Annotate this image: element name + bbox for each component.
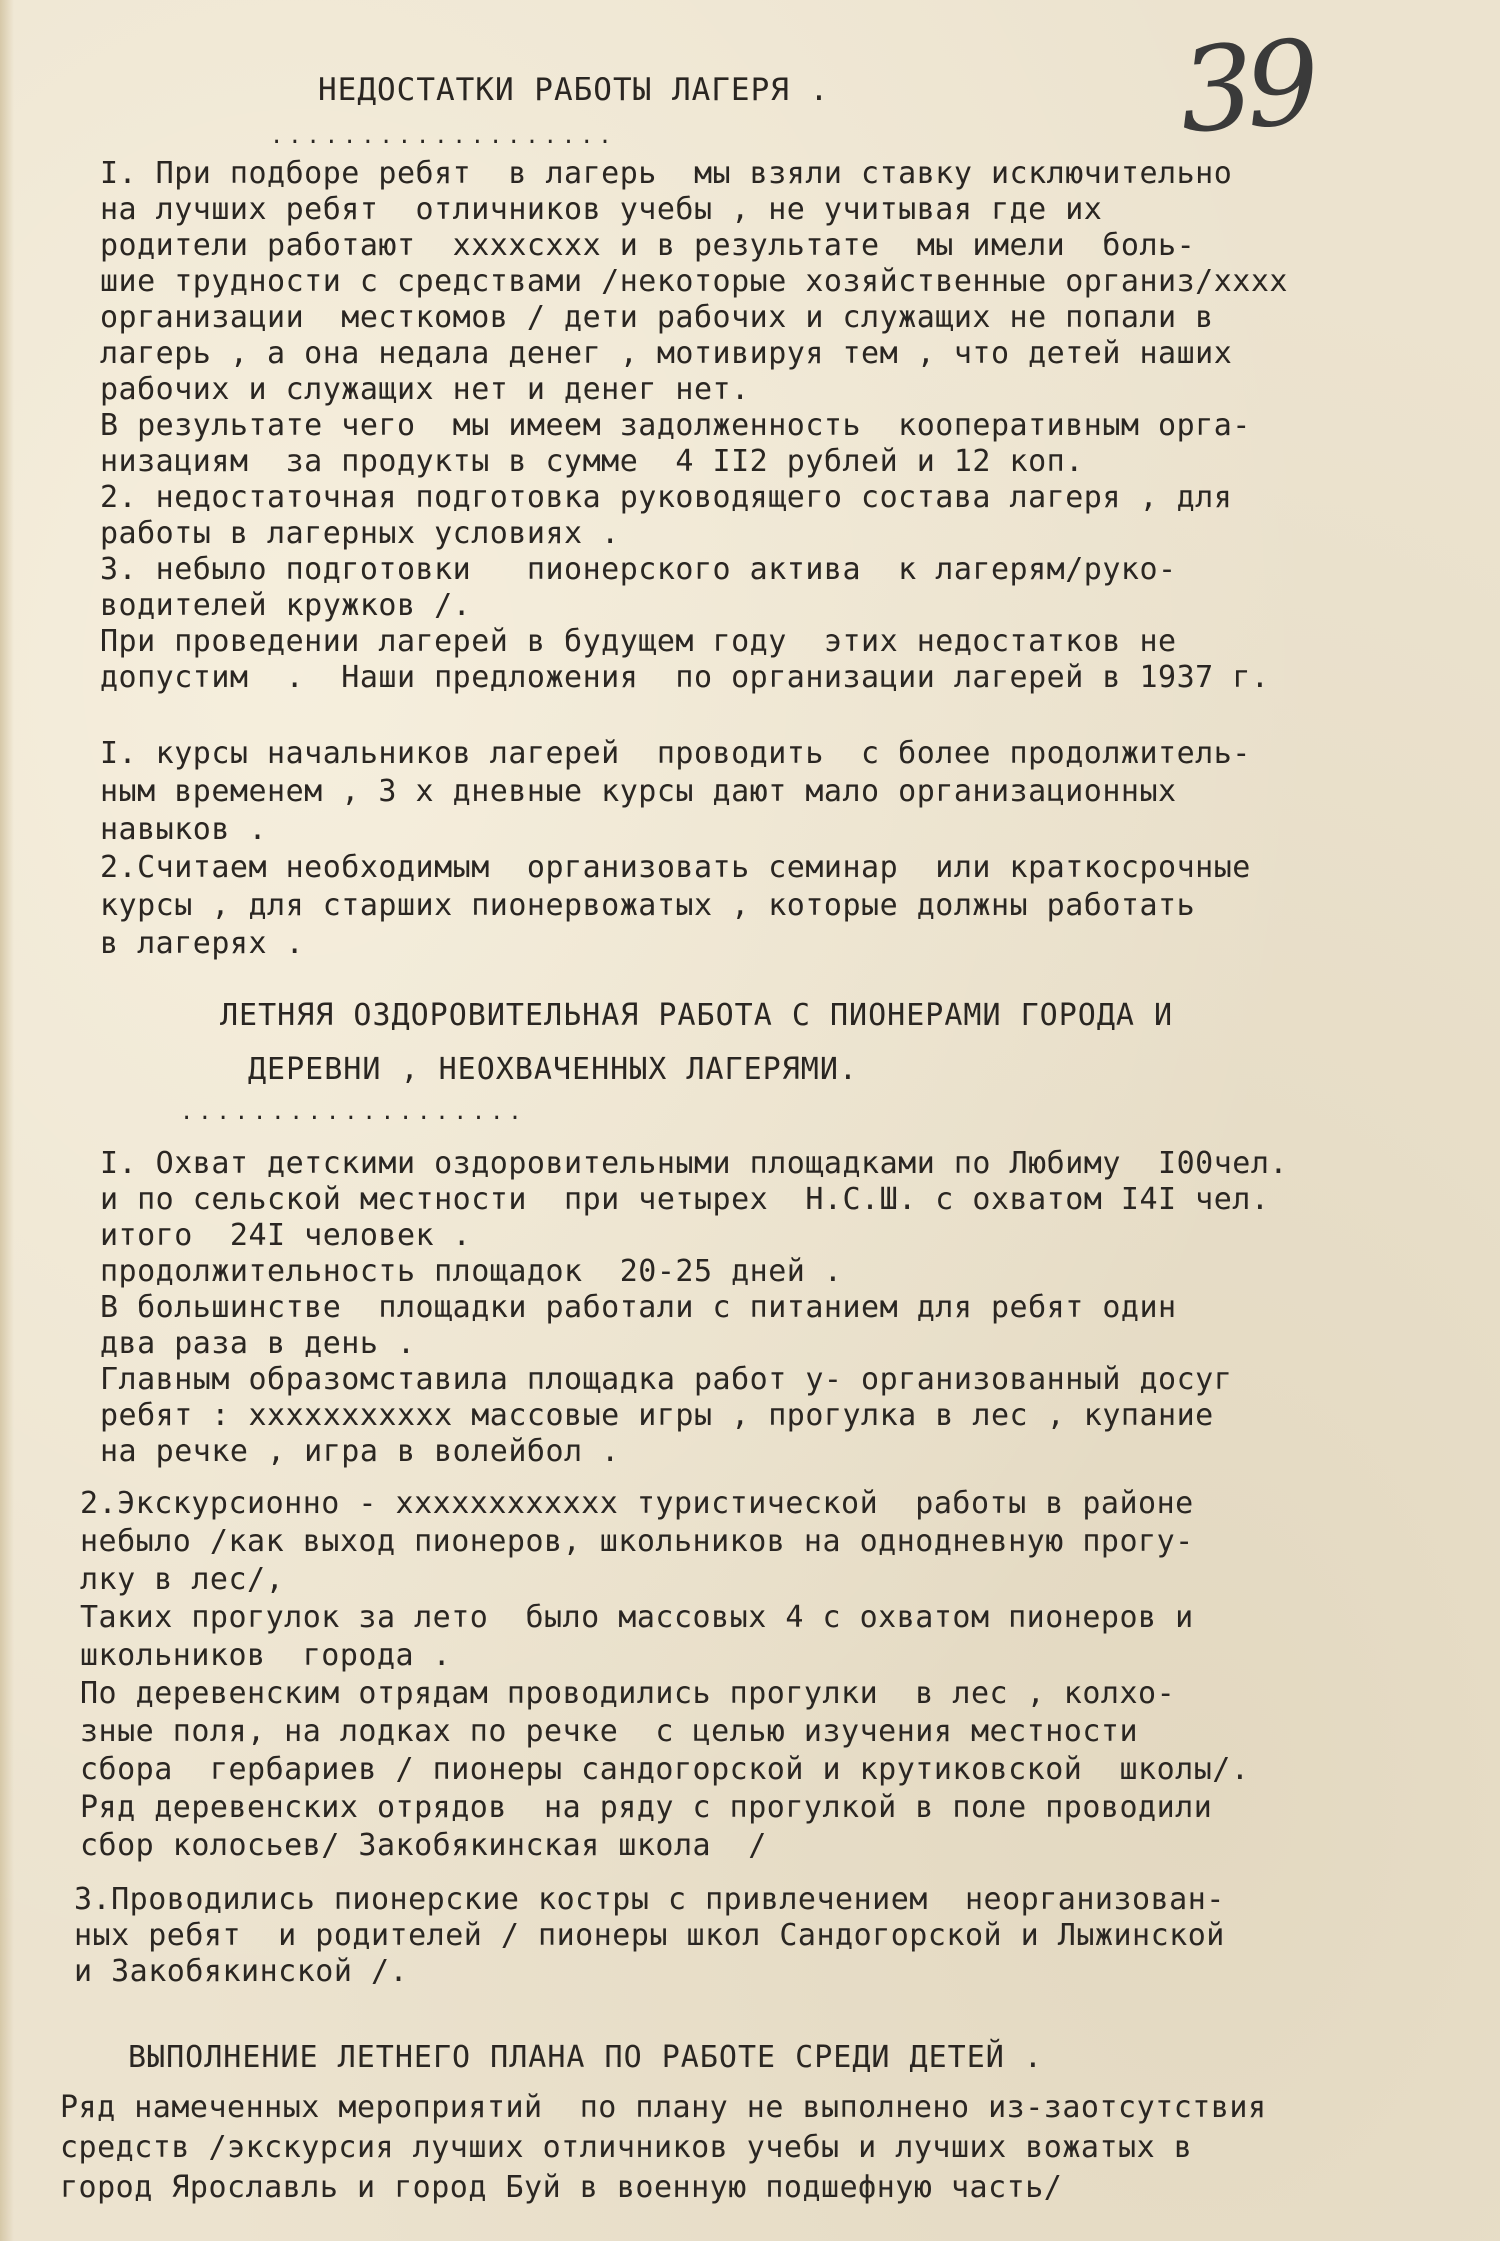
text-line: Главным образомставила площадка работ у- организованный досуг — [100, 1362, 1233, 1397]
text-line: и Закобякинской /. — [74, 1954, 409, 1989]
text-line: При проведении лагерей в будущем году этих недостатков не — [100, 624, 1177, 659]
heading-summer-plan-execution: ВЫПОЛНЕНИЕ ЛЕТНЕГО ПЛАНА ПО РАБОТЕ СРЕДИ ДЕТЕЙ . — [128, 2040, 1043, 2075]
text-line: родители работают ххххсххх и в результате мы имели боль- — [100, 228, 1196, 263]
text-line: 2.Считаем необходимым организовать семинар или краткосрочные — [100, 850, 1251, 885]
text-line: водителей кружков /. — [100, 588, 472, 623]
paper-edge-shadow — [0, 0, 14, 2241]
text-line: организации месткомов / дети рабочих и служащих не попали в — [100, 300, 1214, 335]
text-line: Таких прогулок за лето было массовых 4 с охватом пионеров и — [80, 1600, 1194, 1635]
text-line: на речке , игра в волейбол . — [100, 1434, 620, 1469]
text-line: продолжительность площадок 20-25 дней . — [100, 1254, 843, 1289]
text-line: 3.Проводились пионерские костры с привлечением неорганизован- — [74, 1882, 1225, 1917]
text-line: итого 24I человек . — [100, 1218, 472, 1253]
heading-dots: ................... — [180, 1100, 527, 1125]
heading-summer-health-work-line1: ЛЕТНЯЯ ОЗДОРОВИТЕЛЬНАЯ РАБОТА С ПИОНЕРАМИ ГОРОДА И — [220, 998, 1174, 1033]
text-line: работы в лагерных условиях . — [100, 516, 620, 551]
text-line: В результате чего мы имеем задолженность кооперативным орга- — [100, 408, 1251, 443]
text-line: город Ярославль и город Буй в военную подшефную часть/ — [60, 2170, 1063, 2205]
text-line: лагерь , а она недала денег , мотивируя тем , что детей наших — [100, 336, 1233, 371]
text-line: сбор колосьев/ Закобякинская школа / — [80, 1828, 767, 1863]
text-line: и по сельской местности при четырех Н.С.Ш. с охватом I4I чел. — [100, 1182, 1270, 1217]
text-line: низациям за продукты в сумме 4 II2 рублей и 12 коп. — [100, 444, 1084, 479]
text-line: школьников города . — [80, 1638, 452, 1673]
text-line: небыло /как выход пионеров, школьников на однодневную прогу- — [80, 1524, 1194, 1559]
page-number: 39 — [1175, 15, 1317, 160]
text-line: два раза в день . — [100, 1326, 416, 1361]
text-line: I. курсы начальников лагерей проводить с более продолжитель- — [100, 736, 1251, 771]
text-line: Ряд намеченных мероприятий по плану не выполнено из-заотсутствия — [60, 2090, 1267, 2125]
text-line: на лучших ребят отличников учебы , не учитывая где их — [100, 192, 1103, 227]
text-line: курсы , для старших пионервожатых , которые должны работать — [100, 888, 1196, 923]
text-line: шие трудности с средствами /некоторые хозяйственные организ/хххх — [100, 264, 1288, 299]
heading-summer-health-work-line2: ДЕРЕВНИ , НЕОХВАЧЕННЫХ ЛАГЕРЯМИ. — [248, 1052, 858, 1087]
text-line: ребят : ххххххххххх массовые игры , прогулка в лес , купание — [100, 1398, 1214, 1433]
text-line: ных ребят и родителей / пионеры школ Сандогорской и Лыжинской — [74, 1918, 1225, 1953]
text-line: I. Охват детскими оздоровительными площадками по Любиму I00чел. — [100, 1146, 1288, 1181]
document-title: НЕДОСТАТКИ РАБОТЫ ЛАГЕРЯ . — [318, 72, 830, 108]
text-line: в лагерях . — [100, 926, 305, 961]
text-line: По деревенским отрядам проводились прогулки в лес , колхо- — [80, 1676, 1176, 1711]
text-line: ным временем , 3 х дневные курсы дают мало организационных — [100, 774, 1177, 809]
text-line: 3. небыло подготовки пионерского актива к лагерям/руко- — [100, 552, 1177, 587]
text-line: 2.Экскурсионно - хххххххххххх туристической работы в районе — [80, 1486, 1194, 1521]
text-line: рабочих и служащих нет и денег нет. — [100, 372, 750, 407]
text-line: навыков . — [100, 812, 268, 847]
text-line: I. При подборе ребят в лагерь мы взяли ставку исключительно — [100, 156, 1233, 191]
text-line: лку в лес/, — [80, 1562, 285, 1597]
text-line: 2. недостаточная подготовка руководящего состава лагеря , для — [100, 480, 1233, 515]
text-line: зные поля, на лодках по речке с целью изучения местности — [80, 1714, 1139, 1749]
text-line: сбора гербариев / пионеры сандогорской и крутиковской школы/. — [80, 1752, 1250, 1787]
text-line: допустим . Наши предложения по организации лагерей в 1937 г. — [100, 660, 1270, 695]
text-line: средств /экскурсия лучших отличников учебы и лучших вожатых в — [60, 2130, 1193, 2165]
text-line: В большинстве площадки работали с питанием для ребят один — [100, 1290, 1177, 1325]
text-line: Ряд деревенских отрядов на ряду с прогулкой в поле проводили — [80, 1790, 1213, 1825]
title-dots: ................... — [270, 124, 617, 149]
